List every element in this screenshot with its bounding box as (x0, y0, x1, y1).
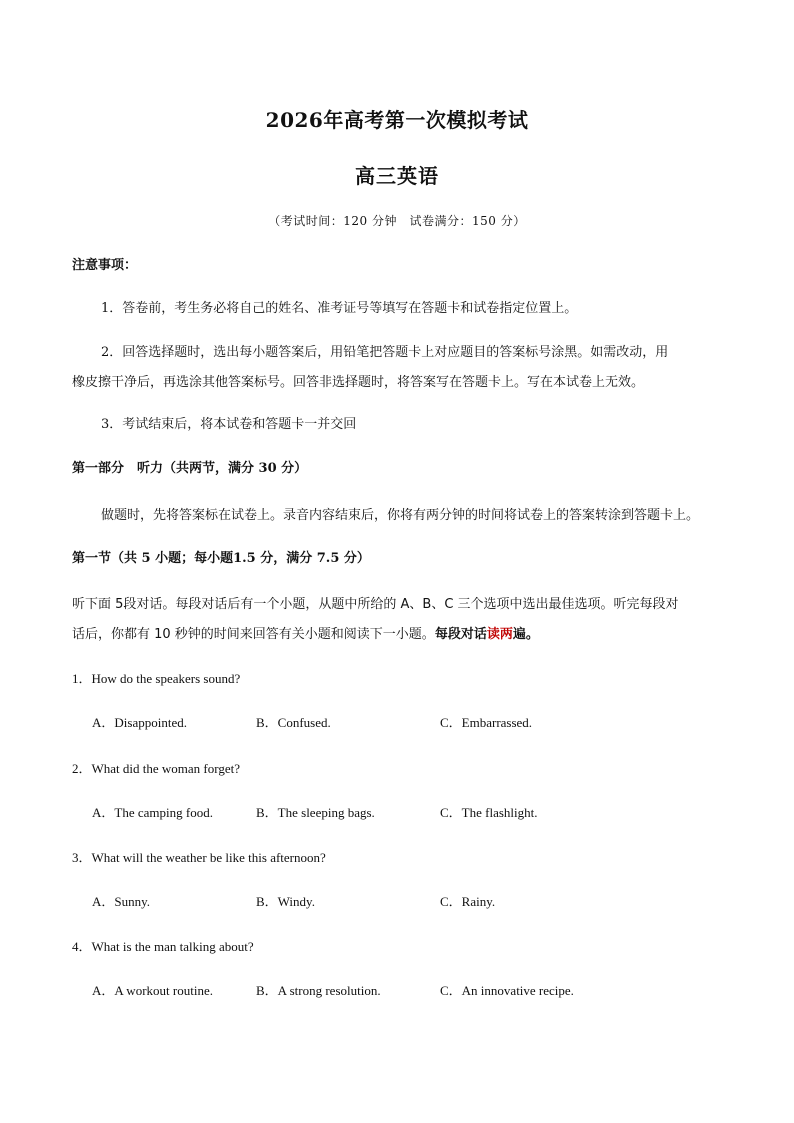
question-4-option-a: A．A workout routine. (92, 983, 213, 998)
section1-instruction-line2 (72, 626, 724, 644)
note-item-1: 1．答卷前，考生务必将自己的姓名、准考证号等填写在答题卡和试卷指定位置上。 (101, 301, 578, 316)
section1-heading: 第一节（共 5 小题；每小题1.5 分，满分 7.5 分） (72, 551, 370, 566)
note-item-2-continued: 橡皮擦干净后，再选涂其他答案标号。回答非选择题时，将答案写在答题卡上。写在本试卷上无效。 (72, 375, 645, 390)
question-3: 3．What will the weather be like this afternoon? (72, 850, 326, 865)
section1-emphasis-text: 每段对话 (434, 627, 487, 642)
question-1-option-c: C．Embarrassed. (440, 715, 533, 730)
note-item-3: 3．考试结束后，将本试卷和答题卡一并交回 (101, 417, 357, 432)
exam-subject: 高三英语 (355, 164, 439, 188)
notes-heading: 注意事项： (72, 258, 138, 273)
question-3-option-b: B．Windy. (256, 894, 315, 909)
question-4-option-c: C．An innovative recipe. (440, 983, 574, 998)
question-4: 4．What is the man talking about? (72, 939, 254, 954)
part1-instruction: 做题时，先将答案标在试卷上。录音内容结束后，你将有两分钟的时间将试卷上的答案转涂到答题卡上。 (101, 508, 700, 523)
exam-info: （考试时间：120 分钟 试卷满分：150 分） (268, 214, 526, 228)
section1-instruction-text: 话后，你都有 10 秒钟的时间来回答有关小题和阅读下一小题。 (72, 627, 435, 642)
section1-emphasis-end-text: 遍。 (512, 627, 539, 642)
question-1-option-b: B．Confused. (256, 715, 331, 730)
question-2-option-a: A．The camping food. (92, 805, 213, 820)
question-2: 2．What did the woman forget? (72, 761, 240, 776)
question-3-option-a: A．Sunny. (92, 894, 151, 909)
question-1: 1．How do the speakers sound? (72, 671, 241, 686)
question-1-option-a: A．Disappointed. (92, 715, 187, 730)
question-2-option-c: C．The flashlight. (440, 805, 538, 820)
question-2-option-b: B．The sleeping bags. (256, 805, 375, 820)
exam-title: 2026年高考第一次模拟考试 (265, 108, 529, 132)
question-3-option-c: C．Rainy. (440, 894, 496, 909)
section1-instruction-line1: 听下面 5段对话。每段对话后有一个小题，从题中所给的 A、B、C 三个选项中选出最佳选项。听完每段对 (72, 597, 679, 612)
note-item-2: 2．回答选择题时，选出每小题答案后，用铅笔把答题卡上对应题目的答案标号涂黑。如需改动，用 (101, 345, 669, 360)
section1-emphasis-red-text: 读两 (486, 627, 513, 642)
question-4-option-b: B．A strong resolution. (256, 983, 381, 998)
part1-heading: 第一部分 听力（共两节，满分 30 分） (72, 461, 308, 476)
